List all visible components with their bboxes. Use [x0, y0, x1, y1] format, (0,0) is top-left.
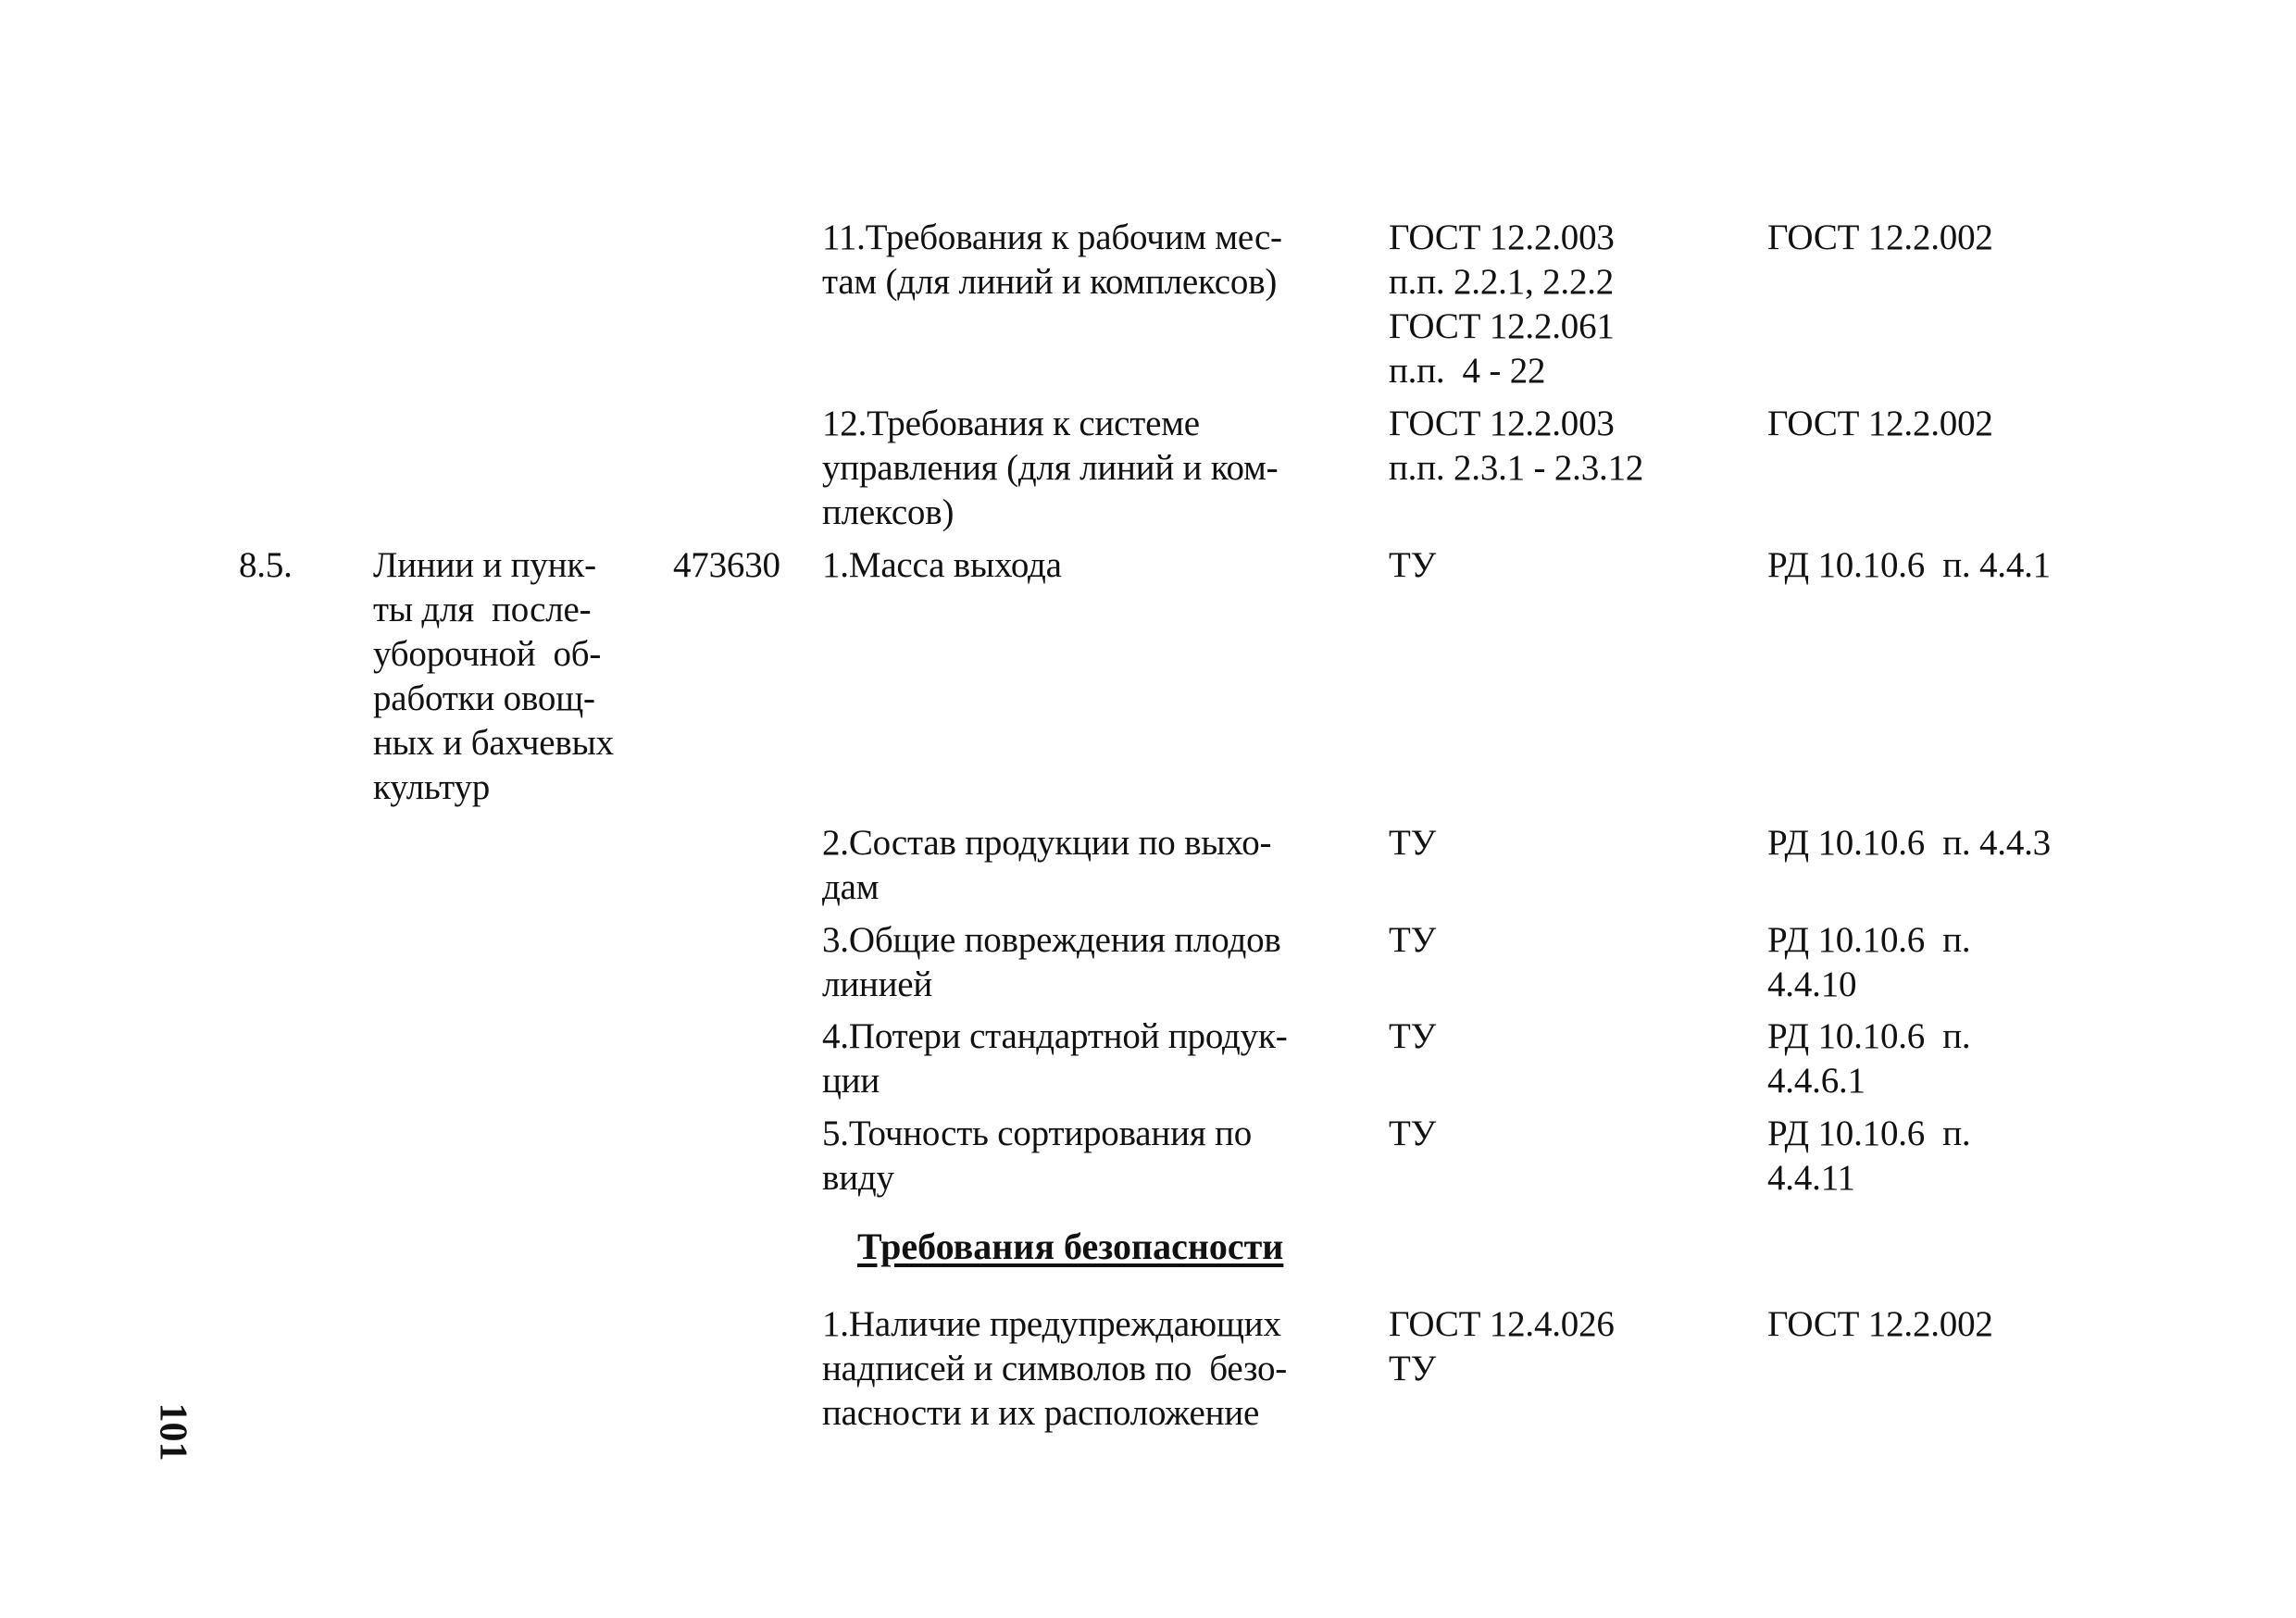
requirement-item-4: 4.Потери стандартной продук- ции	[822, 1016, 1288, 1101]
method-cell-2: ТУ	[1389, 823, 1437, 863]
section-name: Линии и пунк- ты для после- уборочной об- работки овощ- ных и бахчевых культур	[373, 545, 614, 807]
method-cell-11: ГОСТ 12.2.003 п.п. 2.2.1, 2.2.2 ГОСТ 12.2.061 п.п. 4 - 22	[1389, 218, 1615, 391]
reference-cell-5: РД 10.10.6 п. 4.4.11	[1767, 1114, 1971, 1198]
reference-cell-1: РД 10.10.6 п. 4.4.1	[1767, 545, 2051, 585]
method-cell-12: ГОСТ 12.2.003 п.п. 2.3.1 - 2.3.12	[1389, 404, 1644, 488]
page-number: 101	[151, 1402, 194, 1462]
requirement-item-2: 2.Состав продукции по выхо- дам	[822, 823, 1272, 907]
reference-cell-11: ГОСТ 12.2.002	[1767, 218, 1993, 257]
reference-cell-2: РД 10.10.6 п. 4.4.3	[1767, 823, 2051, 863]
requirement-item-11: 11.Требования к рабочим мес- там (для линий и комплексов)	[822, 218, 1282, 302]
method-cell-5: ТУ	[1389, 1114, 1437, 1153]
requirement-item-1: 1.Масса выхода	[822, 545, 1062, 585]
section-code: 473630	[673, 545, 780, 585]
safety-heading: Требования безопасности	[857, 1226, 1284, 1267]
requirement-item-5: 5.Точность сортирования по виду	[822, 1114, 1252, 1198]
reference-cell-4: РД 10.10.6 п. 4.4.6.1	[1767, 1016, 1971, 1101]
requirement-item-12: 12.Требования к системе управления (для линий и ком- плексов)	[822, 404, 1279, 532]
safety-method-cell-1: ГОСТ 12.4.026 ТУ	[1389, 1304, 1615, 1388]
reference-cell-12: ГОСТ 12.2.002	[1767, 404, 1993, 443]
method-cell-4: ТУ	[1389, 1016, 1437, 1056]
requirement-item-3: 3.Общие повреждения плодов линией	[822, 920, 1281, 1004]
section-number: 8.5.	[239, 545, 293, 585]
safety-reference-cell-1: ГОСТ 12.2.002	[1767, 1304, 1993, 1344]
safety-item-1: 1.Наличие предупреждающих надписей и символов по безо- пасности и их расположение	[822, 1304, 1288, 1433]
reference-cell-3: РД 10.10.6 п. 4.4.10	[1767, 920, 1971, 1004]
method-cell-3: ТУ	[1389, 920, 1437, 960]
method-cell-1: ТУ	[1389, 545, 1437, 585]
